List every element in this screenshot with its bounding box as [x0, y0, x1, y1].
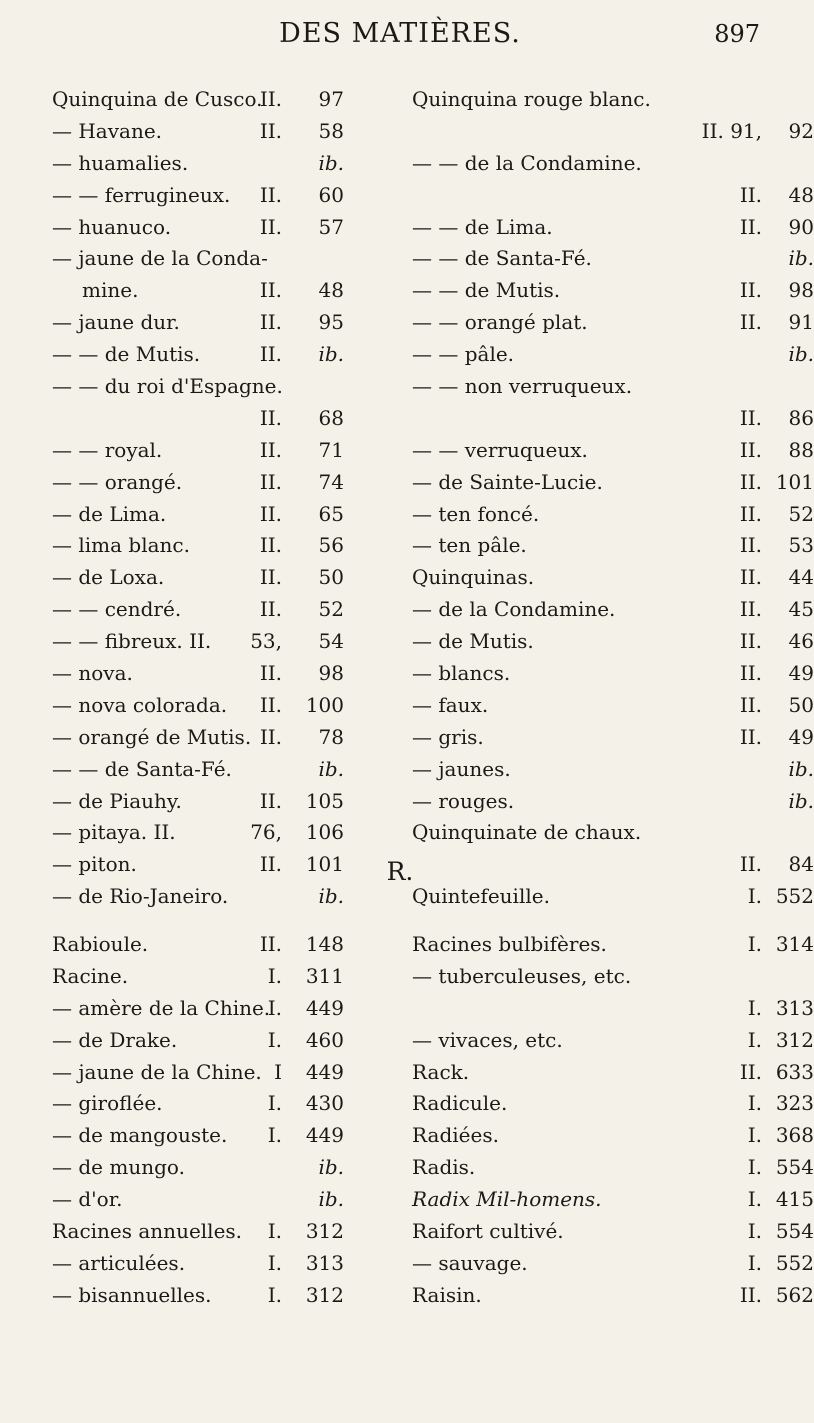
- index-entry: [52, 881, 402, 913]
- entry-page: 50: [788, 692, 814, 717]
- entry-page: 148: [305, 932, 344, 956]
- entry-page: 44: [788, 565, 814, 590]
- entry-page: 78: [318, 724, 344, 749]
- entry-page: ib.: [788, 342, 814, 367]
- entry-term: Radiées.: [412, 1123, 499, 1148]
- entry-term: — de Rio-Janeiro.: [52, 884, 229, 909]
- index-entry: [412, 1184, 814, 1216]
- entry-page: 98: [318, 661, 344, 686]
- index-entry: [412, 929, 814, 961]
- entry-page: 633: [775, 1059, 814, 1084]
- index-entry: [52, 1088, 402, 1120]
- entry-page: ib.: [788, 788, 814, 813]
- entry-volume: I.: [267, 995, 282, 1020]
- entry-volume: I.: [267, 1027, 282, 1052]
- index-column-left-q: [52, 84, 402, 913]
- index-entry: [412, 1057, 814, 1089]
- entry-volume: II.: [739, 1059, 762, 1084]
- entry-term: — sauvage.: [412, 1250, 528, 1275]
- entry-term: — d'or.: [52, 1187, 123, 1212]
- entry-volume: II.: [739, 852, 762, 877]
- entry-volume: I.: [267, 1091, 282, 1116]
- entry-page: 313: [305, 1250, 344, 1275]
- entry-term: — giroflée.: [52, 1091, 163, 1116]
- index-entry: [412, 881, 814, 913]
- entry-page: 57: [318, 214, 344, 239]
- entry-page: 60: [318, 182, 344, 207]
- entry-page: 449: [305, 1123, 344, 1148]
- entry-term: — blancs.: [412, 661, 511, 686]
- entry-page: 97: [318, 87, 344, 111]
- entry-term: Radix Mil-homens.: [412, 1187, 602, 1212]
- index-entry: [412, 562, 814, 594]
- index-entry: [412, 1152, 814, 1184]
- entry-term: — Havane.: [52, 118, 163, 143]
- index-entry: [412, 754, 814, 786]
- entry-volume: II.: [739, 597, 762, 622]
- entry-volume: II.: [259, 692, 282, 717]
- entry-volume: II.: [259, 405, 282, 430]
- index-entry: [412, 961, 762, 993]
- index-entry: [412, 817, 762, 849]
- entry-page: 313: [775, 995, 814, 1020]
- index-entry: [52, 722, 402, 754]
- index-entry: [412, 116, 814, 148]
- index-entry: [412, 243, 814, 275]
- entry-term: Racines annuelles.: [52, 1219, 243, 1244]
- entry-term: — de mangouste.: [52, 1123, 228, 1148]
- entry-volume: II.: [259, 565, 282, 590]
- index-entry: [52, 690, 402, 722]
- entry-volume: II.: [739, 565, 762, 590]
- index-entry: [412, 212, 814, 244]
- entry-page: 86: [788, 405, 814, 430]
- entry-term: — huamalies.: [52, 150, 189, 175]
- entry-page: 314: [775, 932, 814, 956]
- entry-volume: II.: [259, 661, 282, 686]
- index-entry: [412, 690, 814, 722]
- index-entry: [412, 180, 814, 212]
- entry-page: 312: [305, 1219, 344, 1244]
- entry-term: — faux.: [412, 692, 489, 717]
- entry-term: — — de la Condamine.: [412, 150, 642, 175]
- entry-term: — — cendré.: [52, 597, 182, 622]
- index-entry: [52, 817, 402, 849]
- index-entry: [412, 1025, 814, 1057]
- entry-term: Quinquinas.: [412, 565, 535, 590]
- entry-page: 52: [318, 597, 344, 622]
- entry-volume: II.: [259, 278, 282, 303]
- entry-term: — — de Santa-Fé.: [412, 246, 592, 271]
- index-entry: [52, 594, 402, 626]
- index-entry: [412, 626, 814, 658]
- entry-term: — gris.: [412, 724, 484, 749]
- entry-term: — — royal.: [52, 437, 163, 462]
- index-entry: [412, 1088, 814, 1120]
- entry-term: — bisannuelles.: [52, 1282, 212, 1307]
- entry-volume: II.: [739, 724, 762, 749]
- entry-volume: II.: [739, 437, 762, 462]
- entry-term: — jaune de la Conda-: [52, 246, 268, 271]
- entry-volume: I.: [747, 995, 762, 1020]
- entry-term: — de Loxa.: [52, 565, 165, 590]
- index-entry: [52, 530, 402, 562]
- entry-page: 45: [788, 597, 814, 622]
- index-entry: [52, 467, 402, 499]
- entry-page: 49: [788, 661, 814, 686]
- entry-volume: II.: [259, 852, 282, 877]
- index-entry: [52, 499, 402, 531]
- index-entry: [52, 961, 402, 993]
- index-entry: [412, 339, 814, 371]
- index-entry: [52, 786, 402, 818]
- index-entry: [52, 754, 402, 786]
- index-entry: [412, 530, 814, 562]
- index-entry: [52, 1216, 402, 1248]
- entry-page: 430: [305, 1091, 344, 1116]
- entry-term: — de Drake.: [52, 1027, 178, 1052]
- entry-term: Quintefeuille.: [412, 884, 550, 909]
- index-entry: [52, 307, 402, 339]
- entry-volume: II.: [259, 533, 282, 558]
- entry-volume: I.: [747, 1219, 762, 1244]
- index-entry: [412, 371, 762, 403]
- index-entry: [412, 403, 814, 435]
- entry-term: — jaune dur.: [52, 310, 180, 335]
- index-entry: [52, 1280, 402, 1312]
- entry-term: — ten foncé.: [412, 501, 540, 526]
- index-entry: [52, 1120, 402, 1152]
- page-number: 897: [714, 20, 760, 48]
- entry-volume: I.: [267, 1219, 282, 1244]
- entry-term: Quinquinate de chaux.: [412, 820, 642, 845]
- entry-page: 92: [788, 118, 814, 143]
- index-entry: [52, 403, 402, 435]
- entry-volume: II.: [259, 214, 282, 239]
- entry-page: ib.: [318, 884, 344, 909]
- entry-volume: II.: [259, 182, 282, 207]
- entry-volume: II.: [259, 437, 282, 462]
- entry-page: ib.: [318, 756, 344, 781]
- entry-term: — de Lima.: [52, 501, 167, 526]
- index-entry: [52, 626, 402, 658]
- entry-term: — de Piauhy.: [52, 788, 182, 813]
- entry-term: — — orangé.: [52, 469, 183, 494]
- entry-term: — — non verruqueux.: [412, 374, 633, 399]
- entry-term: — nova colorada.: [52, 692, 228, 717]
- entry-volume: I.: [747, 1155, 762, 1180]
- index-entry: [52, 562, 402, 594]
- entry-term: — de Sainte-Lucie.: [412, 469, 603, 494]
- entry-volume: I.: [747, 1123, 762, 1148]
- entry-term: — — de Lima.: [412, 214, 553, 239]
- index-column-right-r: [412, 929, 814, 1312]
- entry-volume: II.: [259, 342, 282, 367]
- index-entry: [412, 1248, 814, 1280]
- entry-page: 90: [788, 214, 814, 239]
- entry-term: — — orangé plat.: [412, 310, 588, 335]
- entry-volume: 53,: [250, 629, 282, 654]
- entry-volume: II.: [739, 1282, 762, 1307]
- index-entry: [52, 1184, 402, 1216]
- index-entry: [412, 467, 814, 499]
- entry-page: 49: [788, 724, 814, 749]
- index-entry: [52, 929, 402, 961]
- index-entry: [412, 1120, 814, 1152]
- entry-term: — lima blanc.: [52, 533, 190, 558]
- entry-page: 312: [305, 1282, 344, 1307]
- entry-volume: II.: [739, 533, 762, 558]
- entry-page: 95: [318, 310, 344, 335]
- entry-volume: II.: [739, 182, 762, 207]
- entry-page: 552: [775, 884, 814, 909]
- entry-volume: II.: [259, 469, 282, 494]
- index-entry: [412, 1280, 814, 1312]
- entry-page: 554: [775, 1219, 814, 1244]
- entry-volume: II. 91,: [701, 118, 762, 143]
- entry-page: 449: [305, 995, 344, 1020]
- index-entry: [52, 658, 402, 690]
- entry-volume: I.: [267, 1250, 282, 1275]
- entry-term: — — de Mutis.: [412, 278, 561, 303]
- entry-volume: II.: [259, 932, 282, 956]
- entry-term: Radicule.: [412, 1091, 508, 1116]
- entry-term: — piton.: [52, 852, 137, 877]
- entry-term: mine.: [82, 278, 139, 303]
- entry-page: 415: [775, 1187, 814, 1212]
- entry-term: Radis.: [412, 1155, 476, 1180]
- entry-volume: II.: [259, 501, 282, 526]
- index-entry: [52, 435, 402, 467]
- entry-volume: 76,: [250, 820, 282, 845]
- entry-volume: II.: [259, 118, 282, 143]
- entry-page: 449: [305, 1059, 344, 1084]
- entry-term: — de mungo.: [52, 1155, 185, 1180]
- entry-volume: I.: [747, 1091, 762, 1116]
- entry-page: 88: [788, 437, 814, 462]
- entry-page: 46: [788, 629, 814, 654]
- entry-page: 100: [305, 692, 344, 717]
- index-entry: [52, 1025, 402, 1057]
- entry-volume: I.: [747, 1027, 762, 1052]
- entry-term: Racine.: [52, 963, 129, 988]
- entry-page: 368: [775, 1123, 814, 1148]
- entry-page: 68: [318, 405, 344, 430]
- entry-term: — de la Condamine.: [412, 597, 616, 622]
- entry-page: 84: [788, 852, 814, 877]
- entry-page: ib.: [318, 1155, 344, 1180]
- index-column-right-q: [412, 84, 814, 913]
- index-entry: [412, 722, 814, 754]
- entry-page: 311: [305, 963, 344, 988]
- entry-page: 54: [318, 629, 344, 654]
- entry-term: — — de Santa-Fé.: [52, 756, 232, 781]
- entry-volume: I.: [267, 1123, 282, 1148]
- entry-volume: I.: [747, 884, 762, 909]
- entry-page: 48: [318, 278, 344, 303]
- entry-volume: II.: [259, 788, 282, 813]
- entry-page: ib.: [788, 756, 814, 781]
- entry-page: 105: [305, 788, 344, 813]
- index-entry: [52, 993, 402, 1025]
- entry-volume: II.: [739, 405, 762, 430]
- entry-page: 52: [788, 501, 814, 526]
- entry-page: 58: [318, 118, 344, 143]
- entry-volume: II.: [739, 501, 762, 526]
- section-letter: R.: [386, 857, 414, 886]
- entry-page: 56: [318, 533, 344, 558]
- entry-term: — orangé de Mutis.: [52, 724, 252, 749]
- entry-page: 312: [775, 1027, 814, 1052]
- entry-page: 98: [788, 278, 814, 303]
- entry-volume: I.: [267, 963, 282, 988]
- entry-term: — articulées.: [52, 1250, 186, 1275]
- entry-term: — jaunes.: [412, 756, 511, 781]
- entry-volume: II.: [739, 310, 762, 335]
- entry-volume: I.: [267, 1282, 282, 1307]
- entry-volume: I.: [747, 1187, 762, 1212]
- index-entry: [412, 307, 814, 339]
- entry-page: 562: [775, 1282, 814, 1307]
- index-entry: [412, 594, 814, 626]
- index-entry: [412, 993, 814, 1025]
- index-entry: [52, 212, 402, 244]
- entry-term: — jaune de la Chine.: [52, 1059, 262, 1084]
- entry-term: Quinquina rouge blanc.: [412, 87, 651, 111]
- entry-term: — — verruqueux.: [412, 437, 588, 462]
- entry-term: — nova.: [52, 661, 133, 686]
- entry-page: 65: [318, 501, 344, 526]
- entry-page: 106: [305, 820, 344, 845]
- index-entry: [412, 275, 814, 307]
- entry-page: ib.: [318, 150, 344, 175]
- entry-page: 101: [305, 852, 344, 877]
- entry-term: Quinquina de Cusco.: [52, 87, 263, 111]
- index-entry: [412, 499, 814, 531]
- entry-term: — — ferrugineux.: [52, 182, 231, 207]
- index-entry: [412, 1216, 814, 1248]
- entry-page: 554: [775, 1155, 814, 1180]
- index-entry: [52, 180, 402, 212]
- entry-page: 53: [788, 533, 814, 558]
- entry-volume: I: [274, 1059, 282, 1084]
- index-entry: [52, 371, 402, 403]
- index-entry: [412, 786, 814, 818]
- entry-term: Rabioule.: [52, 932, 149, 956]
- entry-volume: II.: [259, 724, 282, 749]
- entry-term: — de Mutis.: [412, 629, 534, 654]
- entry-term: — rouges.: [412, 788, 515, 813]
- entry-term: — vivaces, etc.: [412, 1027, 563, 1052]
- entry-volume: II.: [739, 692, 762, 717]
- entry-page: ib.: [318, 342, 344, 367]
- index-entry: [412, 658, 814, 690]
- entry-page: 50: [318, 565, 344, 590]
- entry-term: — amère de la Chine.: [52, 995, 271, 1020]
- index-entry: [52, 116, 402, 148]
- entry-term: — ten pâle.: [412, 533, 527, 558]
- entry-volume: II.: [259, 597, 282, 622]
- entry-term: Racines bulbifères.: [412, 932, 607, 956]
- running-title: DES MATIÈRES.: [279, 18, 521, 49]
- entry-term: — pitaya. II.: [52, 820, 176, 845]
- entry-volume: I.: [747, 932, 762, 956]
- entry-volume: II.: [739, 469, 762, 494]
- entry-term: — tuberculeuses, etc.: [412, 963, 632, 988]
- entry-term: — huanuco.: [52, 214, 172, 239]
- entry-volume: I.: [747, 1250, 762, 1275]
- entry-term: — — du roi d'Espagne.: [52, 374, 283, 399]
- index-entry: [52, 339, 402, 371]
- index-entry: [52, 84, 402, 116]
- entry-page: 71: [318, 437, 344, 462]
- entry-page: 101: [775, 469, 814, 494]
- entry-volume: II.: [259, 310, 282, 335]
- index-entry: [52, 1152, 402, 1184]
- entry-term: — — fibreux. II.: [52, 629, 212, 654]
- index-entry: [52, 1248, 402, 1280]
- entry-page: 74: [318, 469, 344, 494]
- entry-term: — — pâle.: [412, 342, 515, 367]
- entry-volume: II.: [739, 278, 762, 303]
- index-entry: [412, 148, 762, 180]
- index-entry: [52, 275, 402, 307]
- index-column-left-r: [52, 929, 402, 1312]
- entry-page: 48: [788, 182, 814, 207]
- entry-volume: II.: [739, 661, 762, 686]
- index-entry: [412, 84, 762, 116]
- entry-volume: II.: [259, 87, 282, 111]
- entry-page: 552: [775, 1250, 814, 1275]
- entry-page: ib.: [788, 246, 814, 271]
- entry-volume: II.: [739, 629, 762, 654]
- index-entry: [52, 148, 402, 180]
- index-entry: [412, 435, 814, 467]
- entry-term: Rack.: [412, 1059, 470, 1084]
- page-header: [0, 18, 800, 58]
- entry-page: 460: [305, 1027, 344, 1052]
- index-entry: [52, 1057, 402, 1089]
- entry-volume: II.: [739, 214, 762, 239]
- entry-page: ib.: [318, 1187, 344, 1212]
- index-entry: [52, 243, 402, 275]
- entry-term: — — de Mutis.: [52, 342, 201, 367]
- entry-term: Raisin.: [412, 1282, 482, 1307]
- entry-page: 323: [775, 1091, 814, 1116]
- entry-page: 91: [788, 310, 814, 335]
- entry-term: Raifort cultivé.: [412, 1219, 564, 1244]
